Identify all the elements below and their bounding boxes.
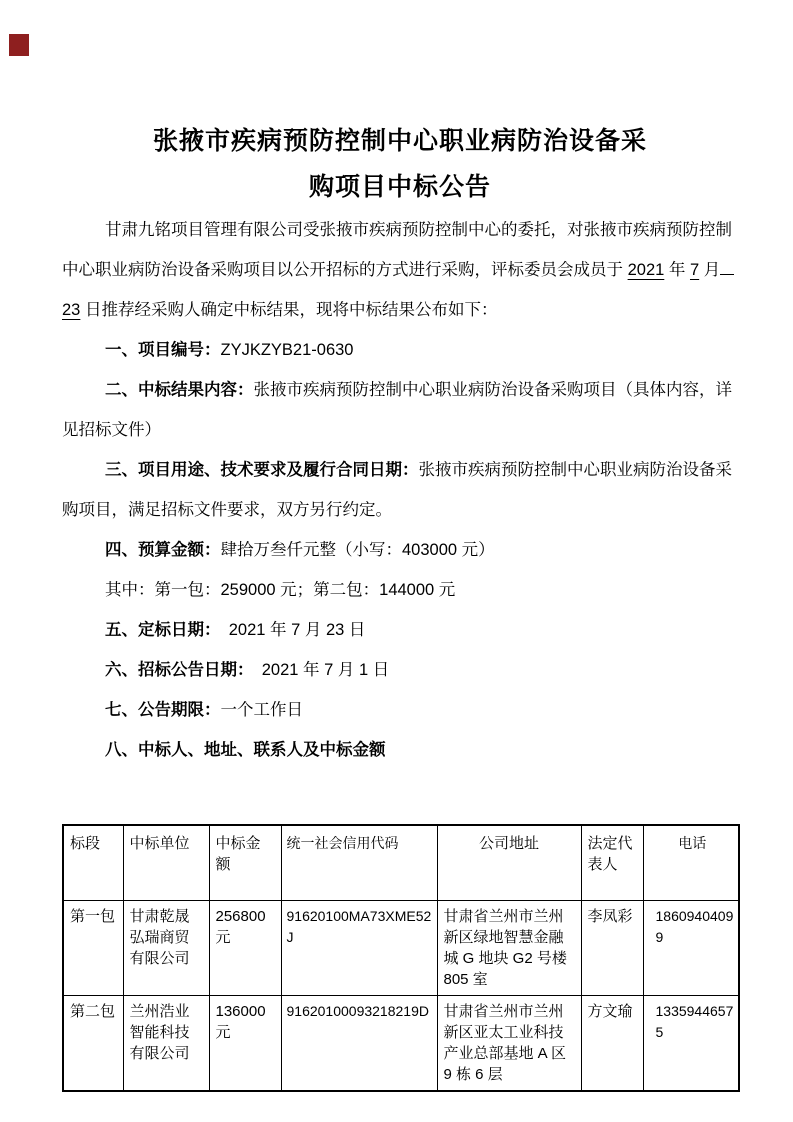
item-line-project-number [62,330,738,370]
item-label-budget: 四、预算金额： [105,541,221,559]
table-cell: 18609404099 [643,901,739,996]
item-line-budget-breakdown [62,570,738,610]
intro-line-2-text: 中心职业病防治设备采购项目以公开招标的方式进行采购，评标委员会成员于 [62,261,628,279]
item-line-announcement-date [62,650,738,690]
document-content [62,0,738,1092]
item-value-budget: 肆拾万叁仟元整（小写：403000 元） [220,541,495,559]
item-value-award-content: 张掖市疾病预防控制中心职业病防治设备采购项目（具体内容，详 [253,381,732,399]
table-row [63,996,739,1092]
intro-line-3-text: 日推荐经采购人确定中标结果，现将中标结果公布如下： [80,301,498,319]
item-label-award-date: 五、定标日期： [105,621,213,639]
intro-month-label: 月 [699,261,721,279]
item-label-project-use: 三、项目用途、技术要求及履行合同日期： [105,461,419,479]
item-value-project-use-cont: 购项目，满足招标文件要求，双方另行约定。 [62,501,392,519]
item-line-project-use-cont [62,490,738,530]
table-cell: 方文瑜 [581,996,643,1092]
corner-red-marker [9,34,29,56]
table-cell: 91620100093218219D [281,996,437,1092]
intro-year-underlined: 2021 [627,261,665,279]
table-body [63,901,739,1092]
table-cell: 第一包 [63,901,123,996]
table-cell: 136000 元 [209,996,281,1092]
intro-line-3 [62,290,738,330]
intro-month-underlined: 7 [689,261,700,279]
item-label-winners-heading: 八、中标人、地址、联系人及中标金额 [105,741,386,759]
item-value-project-use: 张掖市疾病预防控制中心职业病防治设备采 [418,461,732,479]
header-cell: 中标单位 [123,825,209,901]
table-cell: 91620100MA73XME52J [281,901,437,996]
page-title-line-2: 购项目中标公告 [308,173,491,201]
item-label-project-number: 一、项目编号： [105,341,221,359]
item-line-award-date [62,610,738,650]
header-cell: 法定代表人 [581,825,643,901]
header-cell: 电话 [643,825,739,901]
table-cell: 13359446575 [643,996,739,1092]
item-value-announcement-date: 2021 年 7 月 1 日 [245,661,390,679]
item-value-budget-breakdown: 其中：第一包：259000 元；第二包：144000 元 [105,581,456,599]
item-label-announcement-period: 七、公告期限： [105,701,221,719]
item-line-budget [62,530,738,570]
item-value-award-date: 2021 年 7 月 23 日 [212,621,366,639]
item-label-announcement-date: 六、招标公告日期： [105,661,246,679]
item-line-award-content [62,370,738,410]
item-label-award-content: 二、中标结果内容： [105,381,254,399]
table-cell: 第二包 [63,996,123,1092]
intro-line-1-text: 甘肃九铭项目管理有限公司受张掖市疾病预防控制中心的委托，对张掖市疾病预防控制 [105,221,732,239]
intro-underline-gap [720,258,734,276]
item-value-project-number: ZYJKZYB21-0630 [220,341,354,359]
intro-line-1 [62,210,738,250]
intro-day-underlined: 23 [62,301,81,319]
item-line-project-use [62,450,738,490]
winning-bidders-table [62,824,740,1092]
intro-year-label: 年 [664,261,690,279]
header-cell: 标段 [63,825,123,901]
item-line-announcement-period [62,690,738,730]
table-cell: 兰州浩业智能科技有限公司 [123,996,209,1092]
item-value-award-content-cont: 见招标文件） [62,421,161,439]
intro-line-2 [62,250,738,290]
header-cell: 统一社会信用代码 [281,825,437,901]
table-cell: 甘肃乾晟弘瑞商贸有限公司 [123,901,209,996]
table-cell: 256800 元 [209,901,281,996]
item-line-winners-heading [62,730,738,770]
header-cell: 公司地址 [437,825,581,901]
table-cell: 李凤彩 [581,901,643,996]
table-cell: 甘肃省兰州市兰州新区绿地智慧金融城 G 地块 G2 号楼 805 室 [437,901,581,996]
page-title-line-1: 张掖市疾病预防控制中心职业病防治设备采 [152,127,647,155]
item-line-award-content-cont [62,410,738,450]
item-value-announcement-period: 一个工作日 [220,701,303,719]
table-row [63,901,739,996]
table-cell: 甘肃省兰州市兰州新区亚太工业科技产业总部基地 A 区 9 栋 6 层 [437,996,581,1092]
table-header-row [63,825,739,901]
header-cell: 中标金额 [209,825,281,901]
